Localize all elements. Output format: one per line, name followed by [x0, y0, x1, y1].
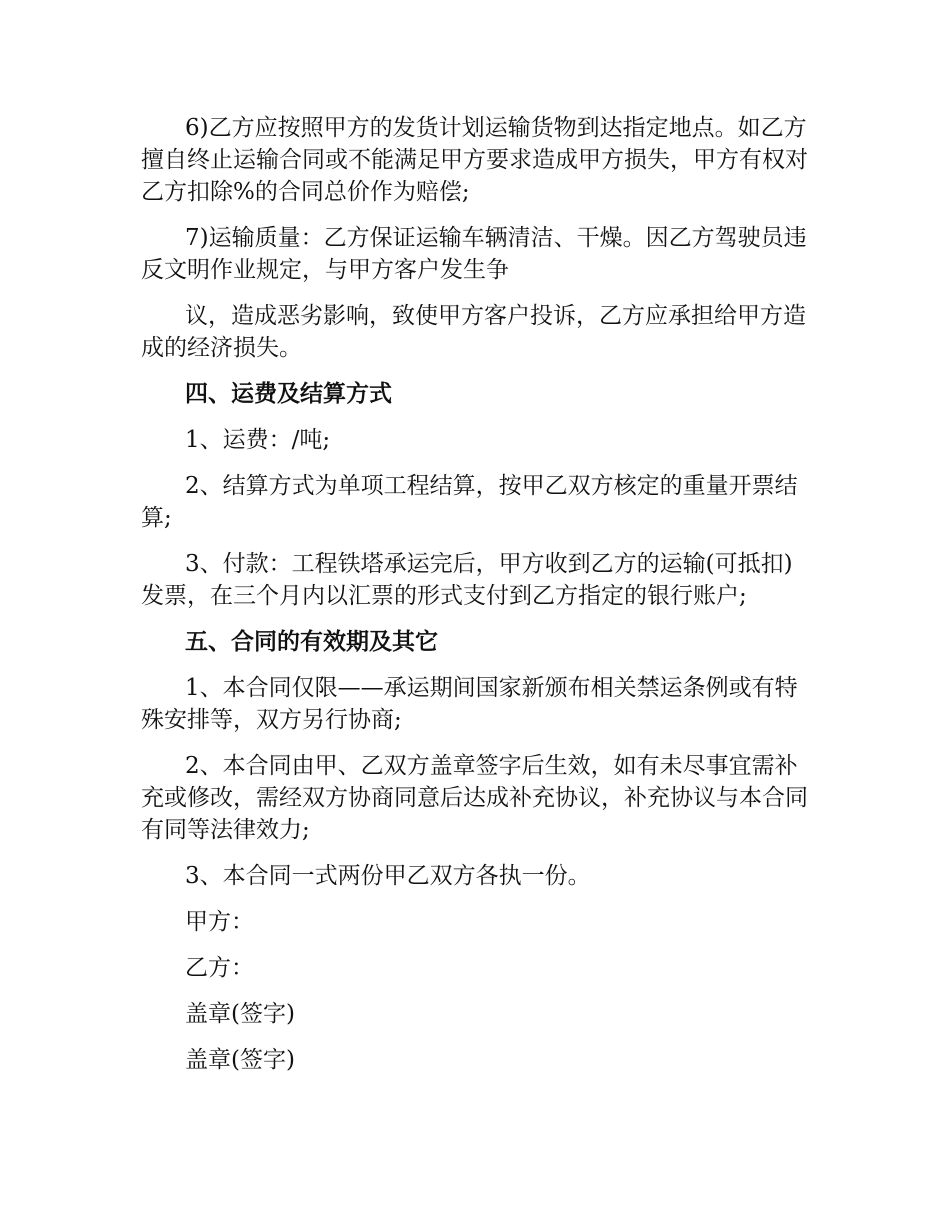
section-4-heading: 四、运费及结算方式 [185, 381, 392, 407]
section-5-item-1: 1、本合同仅限——承运期间国家新颁布相关禁运条例或有特殊安排等，双方另行协商; [141, 675, 798, 733]
party-a-label: 甲方： [185, 909, 254, 935]
section-5-item-3: 3、本合同一式两份甲乙双方各执一份。 [185, 863, 591, 889]
clause-7: 7)运输质量：乙方保证运输车辆清洁、干燥。因乙方驾驶员违反文明作业规定，与甲方客户发生争 [141, 225, 807, 283]
section-4-item-1: 1、运费：/吨; [185, 427, 331, 453]
section-4-item-2: 2、结算方式为单项工程结算，按甲乙双方核定的重量开票结算; [141, 473, 798, 531]
section-5-heading: 五、合同的有效期及其它 [185, 629, 438, 655]
seal-signature-b: 盖章(签字) [185, 1047, 295, 1073]
document-body [141, 112, 813, 1090]
section-4-item-3: 3、付款：工程铁塔承运完后，甲方收到乙方的运输(可抵扣)发票，在三个月内以汇票的形式支付到乙方指定的银行账户; [141, 551, 793, 609]
clause-7-continued: 议，造成恶劣影响，致使甲方客户投诉，乙方应承担给甲方造成的经济损失。 [141, 303, 806, 361]
seal-signature-a: 盖章(签字) [185, 1001, 295, 1027]
clause-6: 6)乙方应按照甲方的发货计划运输货物到达指定地点。如乙方擅自终止运输合同或不能满足甲方要求造成甲方损失，甲方有权对乙方扣除%的合同总价作为赔偿; [141, 115, 808, 205]
party-b-label: 乙方： [185, 955, 254, 981]
section-5-item-2: 2、本合同由甲、乙双方盖章签字后生效，如有未尽事宜需补充或修改，需经双方协商同意后达成补充协议，补充协议与本合同有同等法律效力; [141, 753, 808, 843]
